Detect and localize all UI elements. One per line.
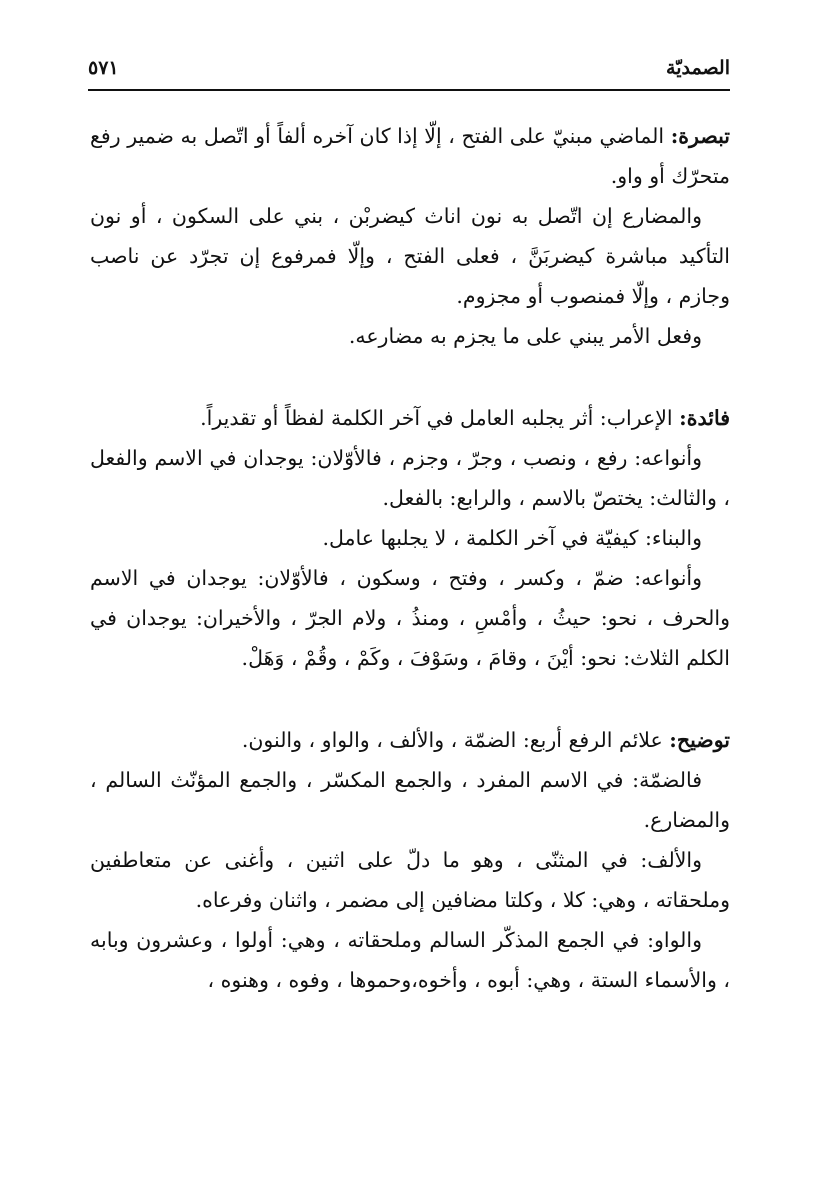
paragraph: والواو: في الجمع المذكّر السالم وملحقاته ، وهي: أولوا ، وعشرون وبابه ، والأسماء الستة ، وهي: أبوه ، وأخوه،وحموها ، وفوه ، وهنوه ،	[90, 928, 730, 992]
paragraph: فالضمّة: في الاسم المفرد ، والجمع المكسّر ، والجمع المؤنّث السالم ، والمضارع.	[90, 768, 730, 832]
page-body	[90, 116, 730, 1000]
running-title: الصمديّة	[666, 57, 730, 79]
paragraph: والبناء: كيفيّة في آخر الكلمة ، لا يجلبها عامل.	[322, 526, 702, 550]
header-divider	[88, 89, 730, 91]
section-heading: توضيح:	[669, 728, 730, 752]
section-tabsira	[90, 116, 730, 356]
section-heading: تبصرة:	[670, 124, 730, 148]
page-header	[88, 55, 730, 89]
paragraph: توضيح: علائم الرفع أربع: الضمّة ، والألف ، والواو ، والنون.	[241, 728, 730, 752]
section-tawdih	[90, 720, 730, 1000]
paragraph: وفعل الأمر يبني على ما يجزم به مضارعه.	[348, 324, 702, 348]
paragraph: والمضارع إن اتّصل به نون اناث كيضربْن ، بني على السكون ، أو نون التأكيد مباشرة كيضربَنَّ ، فعلى الفتح ، وإلّا فمرفوع إن تجرّد عن ناصب وجازم ، وإلّا فمنصوب أو مجزوم.	[90, 204, 730, 308]
section-heading: فائدة:	[679, 406, 730, 430]
page-number: ٥٧١	[88, 57, 119, 79]
paragraph: وأنواعه: ضمّ ، وكسر ، وفتح ، وسكون ، فالأوّلان: يوجدان في الاسم والحرف ، نحو: حيثُ ، وأمْسِ ، ومنذُ ، ولام الجرّ ، والأخيران: يوجدان في الكلم الثلاث: نحو: أيْنَ ، وقامَ ، وسَوْفَ ، وكَمْ ، وقُمْ ، وَهَلْ.	[90, 566, 730, 670]
paragraph: فائدة: الإعراب: أثر يجلبه العامل في آخر الكلمة لفظاً أو تقديراً.	[200, 406, 730, 430]
paragraph: وأنواعه: رفع ، ونصب ، وجرّ ، وجزم ، فالأوّلان: يوجدان في الاسم والفعل ، والثالث: يختصّ بالاسم ، والرابع: بالفعل.	[90, 446, 730, 510]
paragraph: تبصرة: الماضي مبنيّ على الفتح ، إلّا إذا كان آخره ألفاً أو اتّصل به ضمير رفع متحرّك أو واو.	[90, 124, 730, 188]
section-faida	[90, 398, 730, 678]
paragraph: والألف: في المثنّى ، وهو ما دلّ على اثنين ، وأغنى عن متعاطفين وملحقاته ، وهي: كلا ، وكلتا مضافين إلى مضمر ، واثنان وفرعاه.	[90, 848, 730, 912]
